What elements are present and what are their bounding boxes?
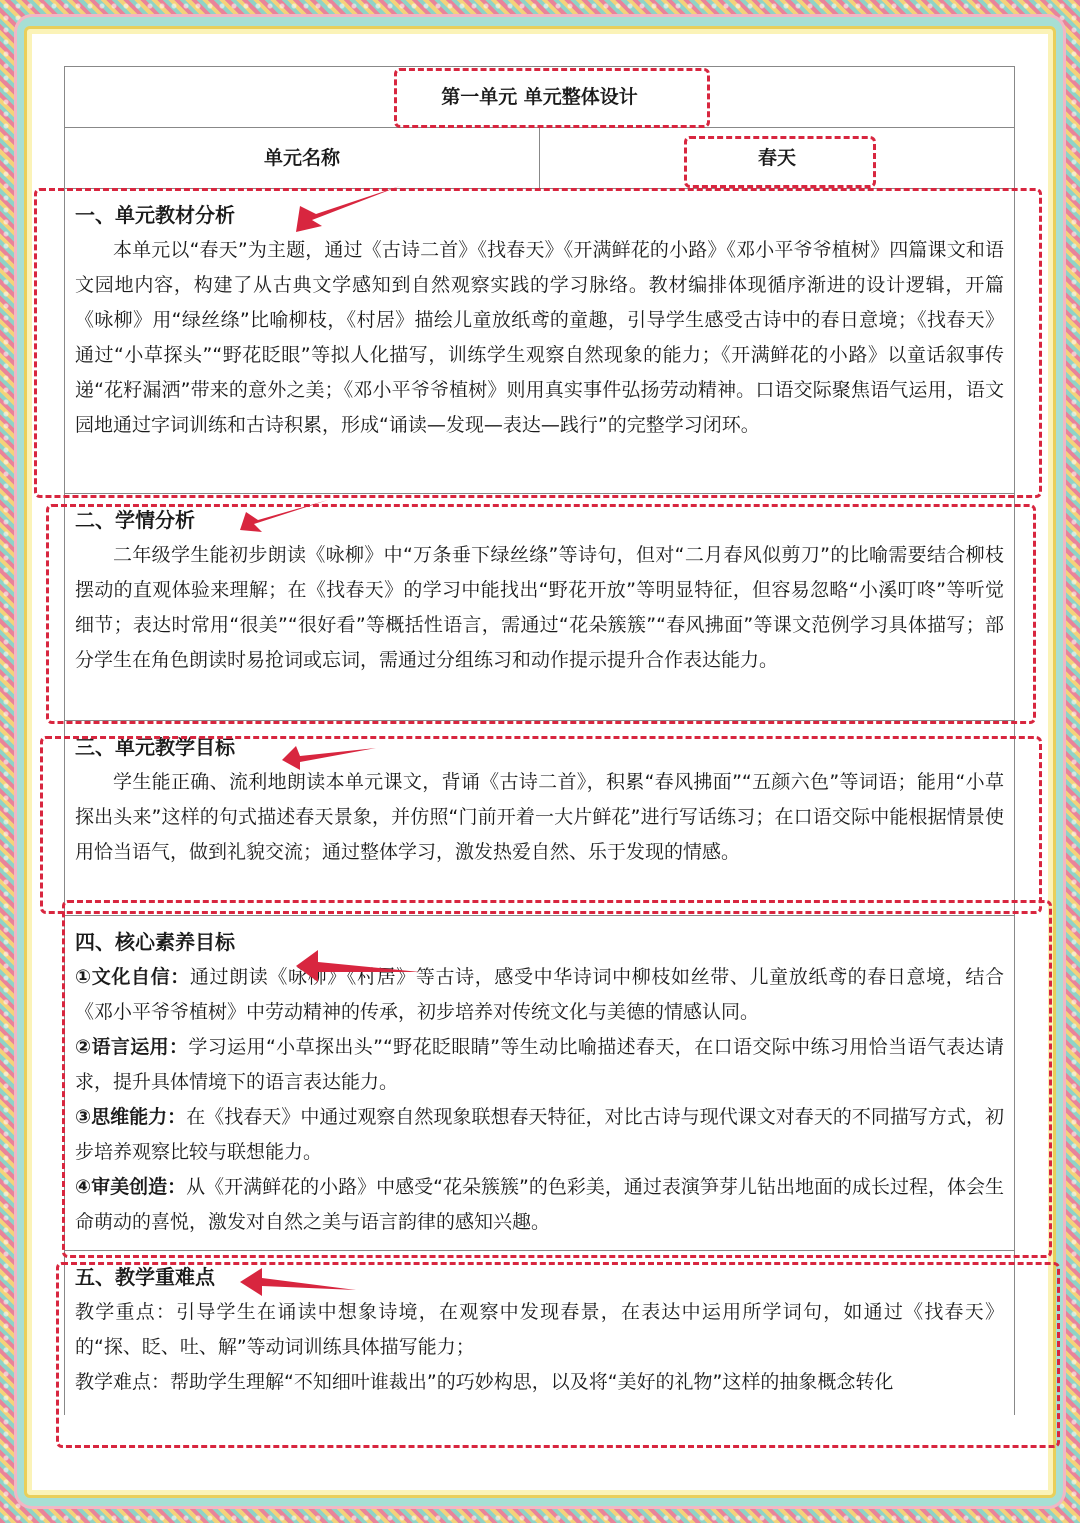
section-body-teaching-goals: 学生能正确、流利地朗读本单元课文，背诵《古诗二首》，积累“春风拂面”“五颜六色”等词语；能用“小草探出头来”这样的句式描述春天景象，并仿照“门前开着一大片鲜花”进行写话练习；在口语交际中能根据情景使用恰当语气，做到礼貌交流；通过整体学习，激发热爱自然、乐于发现的情感。 bbox=[75, 771, 1004, 863]
literacy-item-text: 在《找春天》中通过观察自然现象联想春天特征，对比古诗与现代课文对春天的不同描写方式，初步培养观察比较与联想能力。 bbox=[75, 1106, 1004, 1163]
arrow-icon bbox=[240, 1268, 356, 1296]
section-body-material-analysis: 本单元以“春天”为主题，通过《古诗二首》《找春天》《开满鲜花的小路》《邓小平爷爷植树》四篇课文和语文园地内容，构建了从古典文学感知到自然观察实践的学习脉络。教材编排体现循序渐进的设计逻辑，开篇《咏柳》用“绿丝绦”比喻柳枝，《村居》描绘儿童放纸鸢的童趣，引导学生感受古诗中的春日意境；《找春天》通过“小草探头”“野花眨眼”等拟人化描写，训练学生观察自然现象的能力；《开满鲜花的小路》以童话叙事传递“花籽漏洒”带来的意外之美；《邓小平爷爷植树》则用真实事件弘扬劳动精神。口语交际聚焦语气运用，语文园地通过字词训练和古诗积累，形成“诵读—发现—表达—践行”的完整学习闭环。 bbox=[75, 239, 1004, 436]
section-heading-core-literacy: 四、核心素养目标 bbox=[75, 930, 235, 954]
difficult-point-text: 教学难点：帮助学生理解“不知细叶谁裁出”的巧妙构思，以及将“美好的礼物”这样的抽象概念转化 bbox=[75, 1371, 894, 1393]
section-heading-teaching-goals: 三、单元教学目标 bbox=[75, 735, 235, 759]
key-point-text: 教学重点：引导学生在诵读中想象诗境，在观察中发现春景，在表达中运用所学词句，如通过《找春天》的“探、眨、吐、解”等动词训练具体描写能力； bbox=[75, 1301, 1004, 1358]
literacy-item-label: ①文化自信： bbox=[75, 966, 190, 988]
literacy-item-label: ②语言运用： bbox=[75, 1036, 189, 1058]
arrow-icon bbox=[296, 186, 400, 232]
literacy-item-text: 从《开满鲜花的小路》中感受“花朵簇簇”的色彩美，通过表演笋芽儿钻出地面的成长过程，体会生命萌动的喜悦，激发对自然之美与语言韵律的感知兴趣。 bbox=[75, 1176, 1004, 1233]
literacy-item-text: 学习运用“小草探出头”“野花眨眼睛”等生动比喻描述春天，在口语交际中练习用恰当语气表达请求，提升具体情境下的语言表达能力。 bbox=[75, 1036, 1004, 1093]
section-heading-key-difficult-points: 五、教学重难点 bbox=[75, 1265, 215, 1289]
arrow-icon bbox=[296, 950, 420, 982]
arrow-icon bbox=[282, 746, 376, 770]
unit-name-value: 春天 bbox=[540, 128, 1015, 189]
section-body-student-analysis: 二年级学生能初步朗读《咏柳》中“万条垂下绿丝绦”等诗句，但对“二月春风似剪刀”的比喻需要结合柳枝摆动的直观体验来理解；在《找春天》的学习中能找出“野花开放”等明显特征，但容易忽略“小溪叮咚”等听觉细节；表达时常用“很美”“很好看”等概括性语言，需通过“花朵簇簇”“春风拂面”等课文范例学习具体描写；部分学生在角色朗读时易抢词或忘词，需通过分组练习和动作提示提升合作表达能力。 bbox=[75, 544, 1004, 671]
unit-name-label: 单元名称 bbox=[65, 128, 540, 189]
literacy-item-text: 通过朗读《咏柳》《村居》等古诗，感受中华诗词中柳枝如丝带、儿童放纸鸢的春日意境，结合《邓小平爷爷植树》中劳动精神的传承，初步培养对传统文化与美德的情感认同。 bbox=[75, 966, 1004, 1023]
document-title: 第一单元 单元整体设计 bbox=[65, 67, 1015, 128]
arrow-icon bbox=[240, 500, 328, 532]
literacy-item-label: ③思维能力： bbox=[75, 1106, 187, 1128]
literacy-item-label: ④审美创造： bbox=[75, 1176, 187, 1198]
section-heading-material-analysis: 一、单元教材分析 bbox=[75, 203, 235, 227]
section-heading-student-analysis: 二、学情分析 bbox=[75, 508, 195, 532]
